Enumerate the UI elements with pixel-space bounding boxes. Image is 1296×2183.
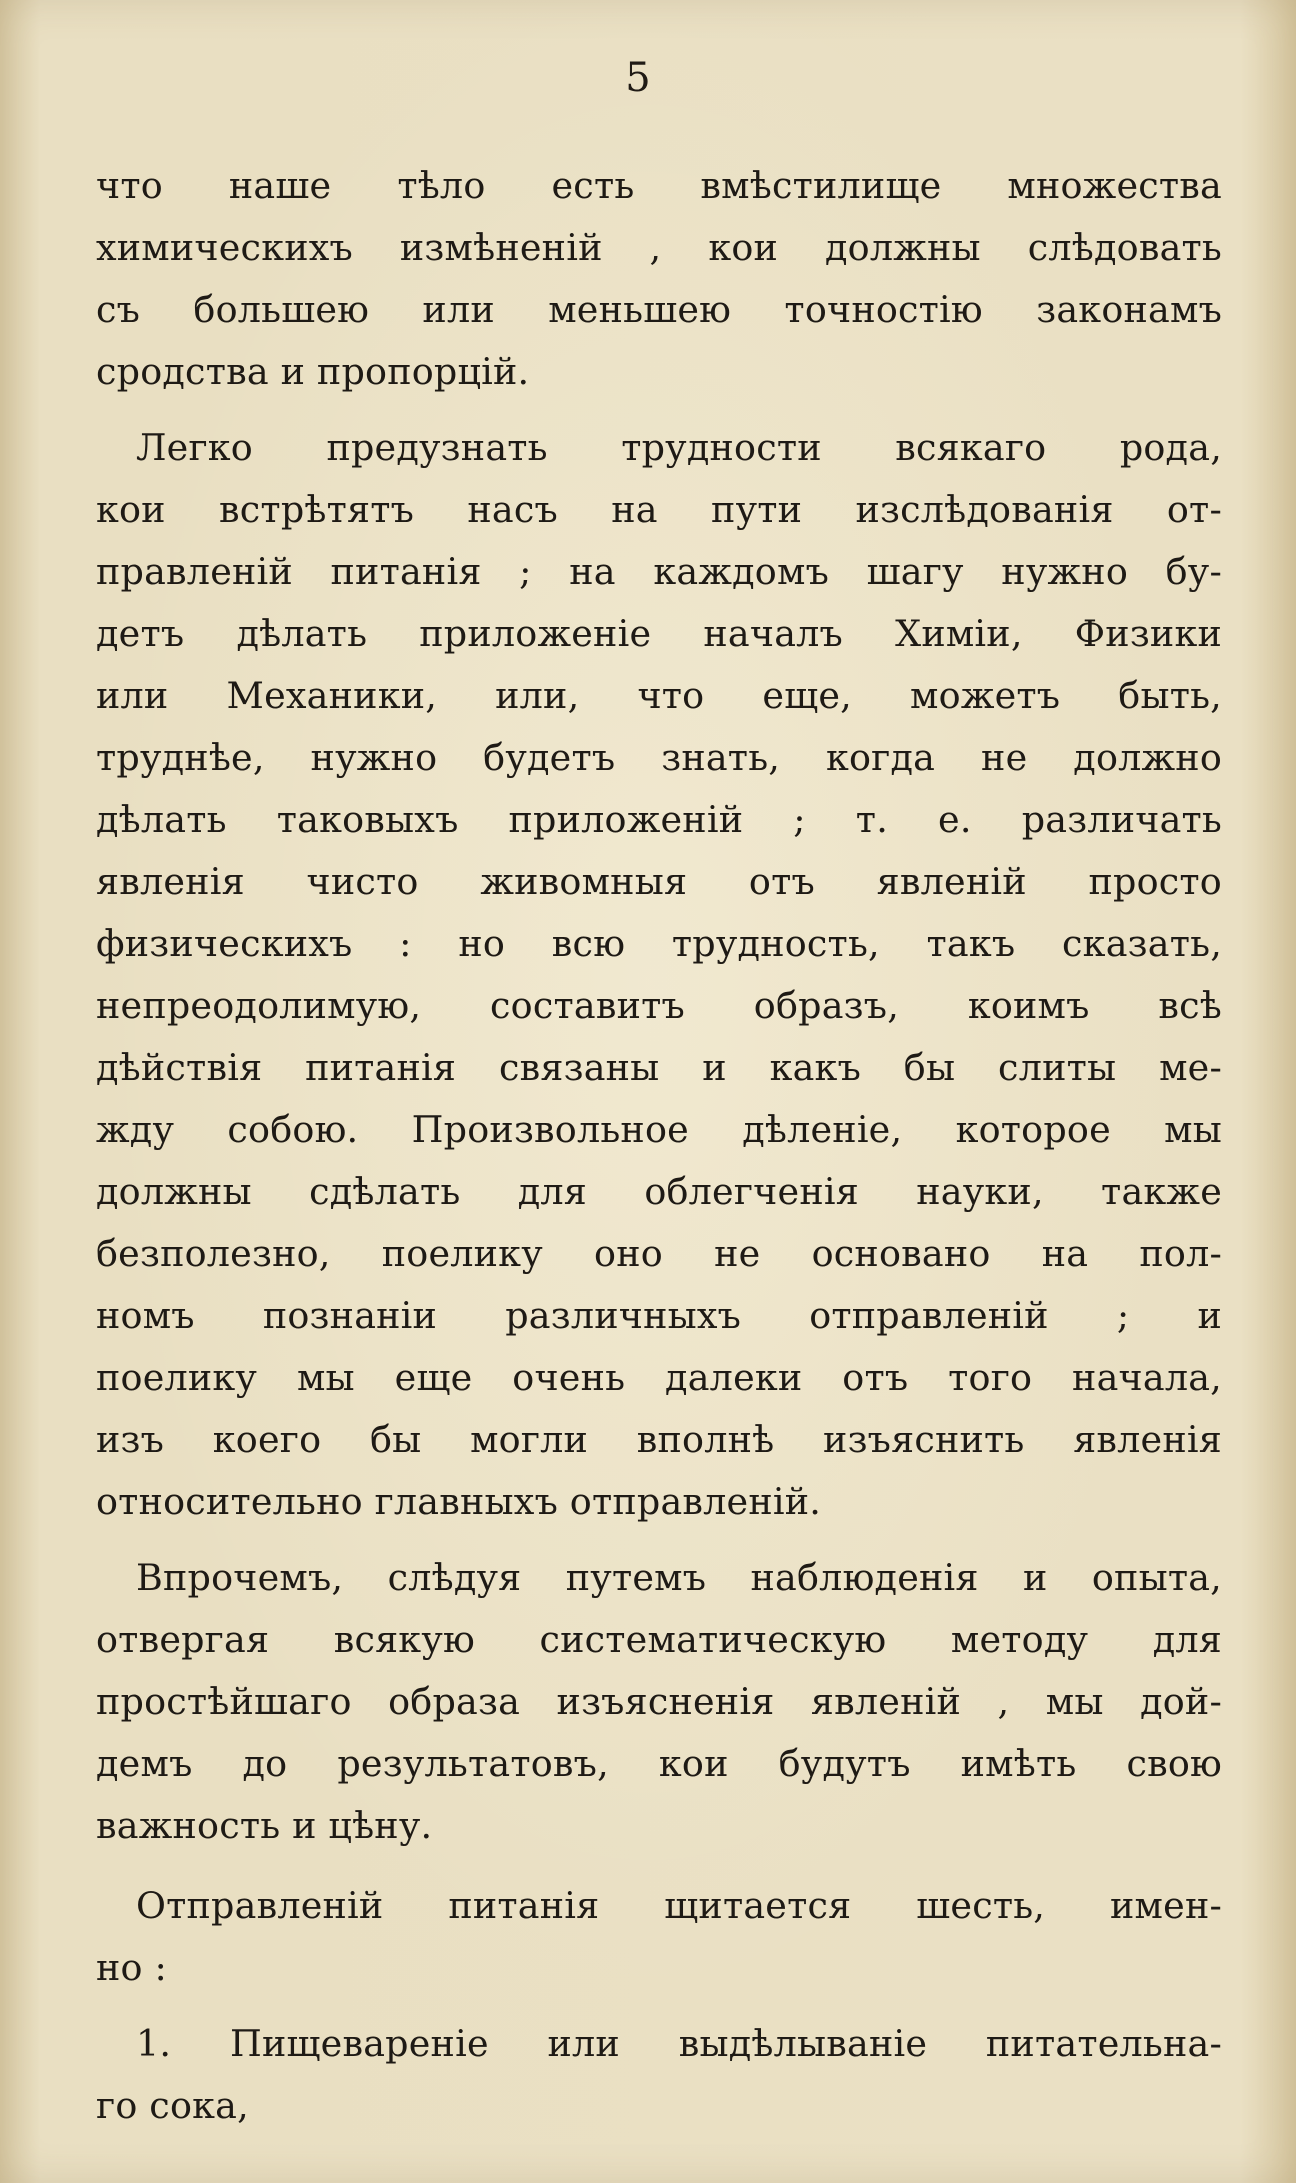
text-line: безполезно, поелику оно не основано на пол- [96,1232,1222,1275]
text-line: демъ до результатовъ, кои будутъ имѣть свою [96,1742,1222,1785]
text-line: поелику мы еще очень далеки отъ того начала, [96,1356,1222,1399]
text-line: съ большею или меньшею точностію законамъ [96,288,1222,331]
text-line: отвергая всякую систематическую методу для [96,1618,1222,1661]
text-line: детъ дѣлать приложеніе началъ Химіи, Физики [96,612,1222,655]
text-line: простѣйшаго образа изъясненія явленій , мы дой- [96,1680,1222,1723]
text-line: изъ коего бы могли вполнѣ изъяснить явленія [96,1418,1222,1461]
text-line: химическихъ измѣненій , кои должны слѣдовать [96,226,1222,269]
text-line: или Механики, или, что еще, можетъ быть, [96,674,1222,717]
text-line: правленій питанія ; на каждомъ шагу нужно бу- [96,550,1222,593]
text-line: явленія чисто живомныя отъ явленій просто [96,860,1222,903]
text-line: Отправленій питанія щитается шесть, имен- [136,1884,1222,1927]
text-line: труднѣе, нужно будетъ знать, когда не должно [96,736,1222,779]
text-line: дѣйствія питанія связаны и какъ бы слиты ме- [96,1046,1222,1089]
text-line: относительно главныхъ отправленій. [96,1480,822,1523]
text-line: номъ познаніи различныхъ отправленій ; и [96,1294,1222,1337]
text-line: го сока, [96,2084,249,2127]
text-line: но : [96,1946,168,1989]
page-number: 5 [625,55,651,101]
text-line: сродства и пропорцій. [96,350,530,393]
text-line: жду собою. Произвольное дѣленіе, которое мы [96,1108,1222,1151]
text-line: Впрочемъ, слѣдуя путемъ наблюденія и опыта, [136,1556,1222,1599]
text-line: 1. Пищевареніе или выдѣлываніе питательна- [136,2022,1222,2065]
text-line: кои встрѣтятъ насъ на пути изслѣдованія от- [96,488,1222,531]
text-line: непреодолимую, составитъ образъ, коимъ всѣ [96,984,1222,1027]
text-line: дѣлать таковыхъ приложеній ; т. е. различать [96,798,1222,841]
text-line: должны сдѣлать для облегченія науки, также [96,1170,1222,1213]
text-line: важность и цѣну. [96,1804,433,1847]
text-line: что наше тѣло есть вмѣстилище множества [96,164,1222,207]
text-line: Легко предузнать трудности всякаго рода, [136,426,1222,469]
text-line: физическихъ : но всю трудность, такъ сказать, [96,922,1222,965]
